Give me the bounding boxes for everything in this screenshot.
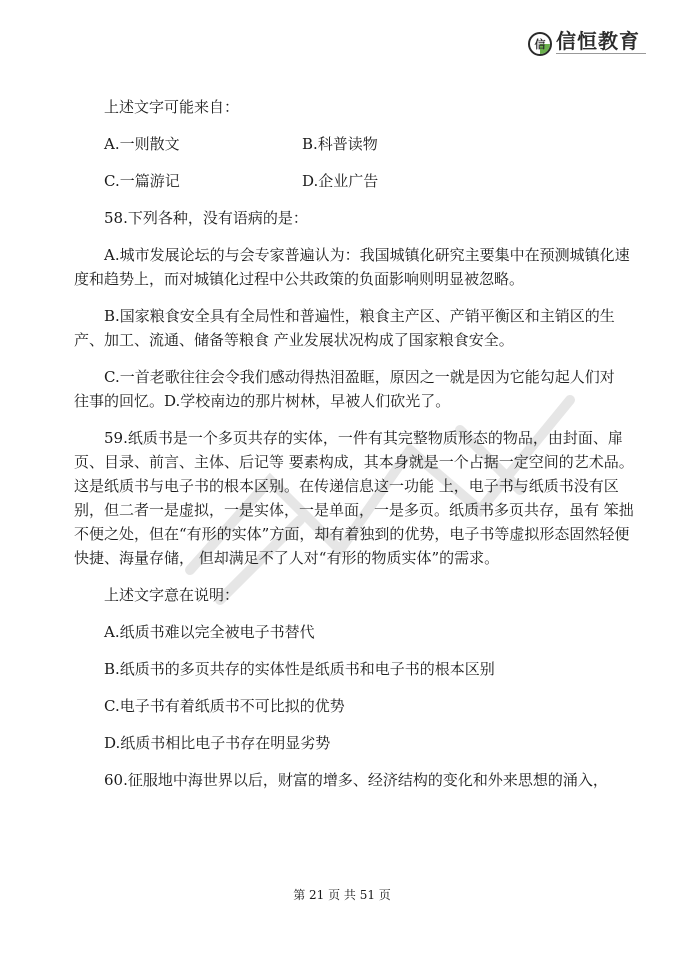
document-body [74,95,639,792]
q57-lead: 上述文字可能来自： [104,98,240,116]
q57-option-d: D.企业广告 [302,172,379,190]
q57-option-c: C.一篇游记 [104,172,180,190]
q58-option-b: B.国家粮食安全具有全局性和普遍性，粮食主产区、产销平衡区和主销区的生产、加工、流通、储备等粮食 产业发展状况构成了国家粮食安全。 [74,307,615,349]
logo-underline [556,53,646,57]
q59-option-c: C.电子书有着纸质书不可比拟的优势 [104,697,345,715]
q58-stem: 58.下列各种，没有语病的是： [104,209,308,227]
q58-option-c-cont: 往事的回忆。D.学校南边的那片树林，早被人们砍光了。 [74,392,451,410]
logo-text: 信恒教育 [556,29,640,53]
q58-option-a: A.城市发展论坛的与会专家普遍认为：我国城镇化研究主要集中在预测城镇化速度和趋势上，而对城镇化过程中公共政策的负面影响则明显被忽略。 [74,246,630,288]
q58-option-c: C.一首老歌往往会令我们感动得热泪盈眶，原因之一就是因为它能勾起人们对 [104,368,615,386]
logo-icon: 信 [528,32,552,56]
q59-option-d: D.纸质书相比电子书存在明显劣势 [104,734,331,752]
q57-option-b: B.科普读物 [302,135,378,153]
q59-option-a: A.纸质书难以完全被电子书替代 [104,623,315,641]
page-number: 第 21 页 共 51 页 [293,888,391,902]
brand-logo [528,30,646,57]
q59-lead: 上述文字意在说明： [104,586,240,604]
q60-stem: 60.征服地中海世界以后，财富的增多、经济结构的变化和外来思想的涌入， [104,771,608,789]
q57-options-row-1 [74,132,639,156]
q59-stem: 59.纸质书是一个多页共存的实体，一件有其完整物质形态的物品，由封面、扉页、目录、前言、主体、后记等 要素构成，其本身就是一个占据一定空间的艺术品。这是纸质书与电子书的根本区别。在传递信息这一功能 上，电子书与纸质书没有区别，但二者一是虚拟，一是实体，一是单面，一是多页。纸质书多页共存，虽有 笨拙不便之处，但在“有形的实体”方面，却有着独到的优势，电子书等虚拟形态固然轻便快捷、海量存储， 但却满足不了人对“有形的物质实体”的需求。 [74,429,634,567]
q57-options-row-2 [74,169,639,193]
q59-option-b: B.纸质书的多页共存的实体性是纸质书和电子书的根本区别 [104,660,495,678]
q57-option-a: A.一则散文 [104,135,180,153]
